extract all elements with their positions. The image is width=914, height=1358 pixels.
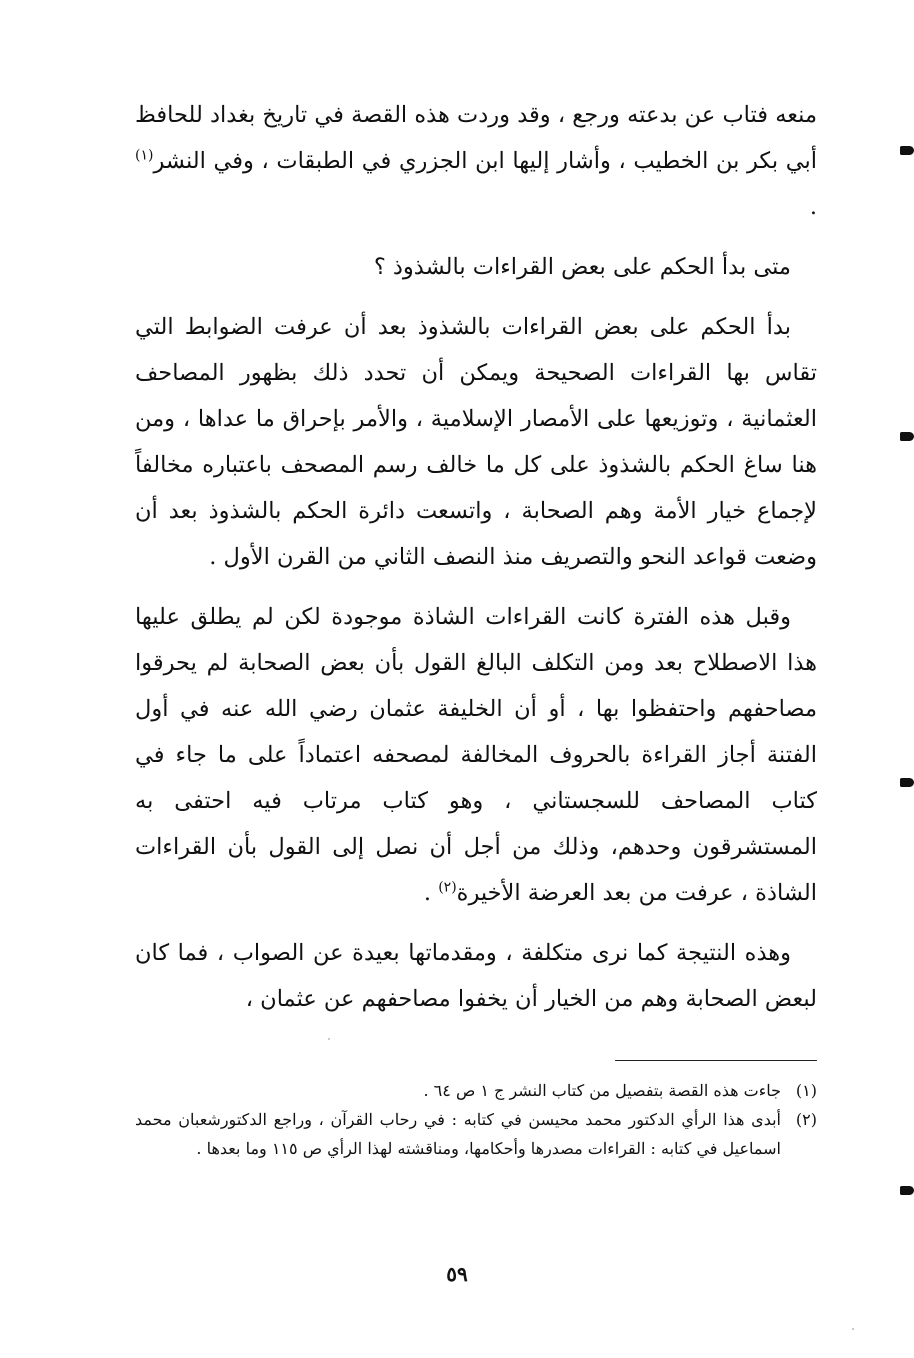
- paragraph-1: [135, 92, 817, 230]
- footnote-1-text: جاءت هذه القصة بتفصيل من كتاب النشر ج ١ ص ٦٤ .: [423, 1081, 781, 1100]
- paragraph-1-end: .: [809, 194, 817, 220]
- paragraph-3-text: وقبل هذه الفترة كانت القراءات الشاذة موجودة لكن لم يطلق عليها هذا الاصطلاح بعد ومن التكلف البالغ القول بأن بعض الصحابة لم يحرقوا مصاحفهم واحتفظوا بها ، أو أن الخليفة عثمان رضي الله عنه في أول الفتنة أجاز القراءة بالحروف المخالفة لمصحفه اعتماداً على ما جاء في كتاب المصاحف للسجستاني ، وهو كتاب مرتاب فيه احتفى به المستشرقون وحدهم، وذلك من أجل أن نصل إلى القول بأن القراءات الشاذة ، عرفت من بعد العرضة الأخيرة: [135, 604, 817, 906]
- binding-mark: [900, 778, 914, 787]
- footnote-ref-1: (١): [135, 147, 154, 164]
- paragraph-3: [135, 594, 817, 916]
- footnote-1: [135, 1076, 817, 1105]
- binding-mark: [900, 146, 914, 155]
- main-text: [135, 92, 817, 1036]
- footnote-2-number: (٢): [795, 1110, 817, 1129]
- section-question-heading: متى بدأ الحكم على بعض القراءات بالشذوذ ؟: [373, 254, 791, 280]
- paragraph-2: بدأ الحكم على بعض القراءات بالشذوذ بعد أن عرفت الضوابط التي تقاس بها القراءات الصحيحة ويمكن أن تحدد ذلك بظهور المصاحف العثمانية ، وتوزيعها على الأمصار الإسلامية ، والأمر بإحراق ما عداها ، ومن هنا ساغ الحكم بالشذوذ على كل ما خالف رسم المصحف باعتباره مخالفاً لإجماع خيار الأمة وهم الصحابة ، واتسعت دائرة الحكم بالشذوذ بعد أن وضعت قواعد النحو والتصريف منذ النصف الثاني من القرن الأول .: [135, 314, 817, 570]
- footnote-ref-2: (٢): [438, 879, 457, 896]
- paragraph-3-end: .: [423, 880, 439, 906]
- scan-speck: [852, 1328, 854, 1330]
- footnote-1-number: (١): [795, 1081, 817, 1100]
- binding-mark: [900, 432, 914, 441]
- page-number: ٥٩: [446, 1262, 468, 1286]
- paragraph-1-text: منعه فتاب عن بدعته ورجع ، وقد وردت هذه القصة في تاريخ بغداد للحافظ أبي بكر بن الخطيب ، وأشار إليها ابن الجزري في الطبقات ، وفي النشر: [135, 102, 817, 174]
- footnote-separator: [615, 1060, 817, 1061]
- footnotes: [135, 1076, 817, 1163]
- paragraph-4: وهذه النتيجة كما نرى متكلفة ، ومقدماتها بعيدة عن الصواب ، فما كان لبعض الصحابة وهم من الخيار أن يخفوا مصاحفهم عن عثمان ،: [135, 940, 817, 1012]
- footnote-2: [135, 1105, 817, 1163]
- binding-mark: [900, 1186, 914, 1195]
- footnote-2-text: أبدى هذا الرأي الدكتور محمد محيسن في كتابه : في رحاب القرآن ، وراجع الدكتورشعبان محمد اسماعيل في كتابه : القراءات مصدرها وأحكامها، ومناقشته لهذا الرأي ص ١١٥ وما بعدها .: [135, 1110, 781, 1158]
- scan-speck: [328, 1038, 330, 1040]
